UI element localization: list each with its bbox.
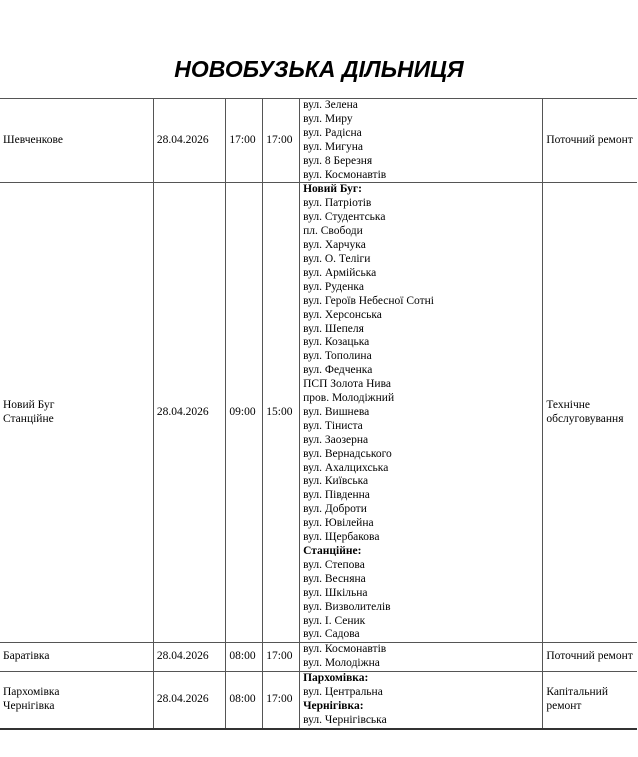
street-item: вул. О. Теліги	[303, 252, 371, 265]
time-to-cell: 17:00	[263, 672, 300, 729]
street-item: вул. Херсонська	[303, 308, 382, 321]
work-type-cell: Капітальний ремонт	[543, 672, 637, 729]
settlement-heading: Пархомівка:	[303, 672, 369, 685]
page-title: НОВОБУЗЬКА ДІЛЬНИЦЯ	[174, 56, 464, 82]
date-cell: 28.04.2026	[153, 643, 226, 672]
street-item: вул. Шепеля	[303, 322, 364, 335]
village-name: Чернігівка	[3, 699, 55, 712]
street-item: вул. Визволителів	[303, 600, 391, 613]
village-name: Шевченкове	[3, 133, 63, 146]
street-item: вул. Козацька	[303, 336, 370, 349]
village-name: Новий Буг	[3, 398, 55, 411]
street-item: ПСП Золота Нива	[303, 378, 391, 391]
settlement-heading: Чернігівка:	[303, 699, 364, 712]
street-item: вул. Миру	[303, 112, 353, 125]
street-item: вул. Космонавтів	[303, 643, 387, 656]
street-item: вул. Радісна	[303, 126, 362, 139]
street-item: вул. Тополина	[303, 350, 372, 363]
street-item: вул. Героїв Небесної Сотні	[303, 294, 434, 307]
streets-cell	[300, 672, 543, 729]
street-item: вул. Садова	[303, 628, 360, 641]
street-item: вул. Весняна	[303, 572, 366, 585]
streets-cell	[300, 643, 543, 672]
street-item: вул. Чернігівська	[303, 713, 387, 726]
time-from-cell: 08:00	[226, 643, 263, 672]
street-item: вул. Федченка	[303, 364, 373, 377]
work-type-cell: Поточний ремонт	[543, 643, 637, 672]
settlement-heading: Новий Буг:	[303, 183, 362, 196]
date-cell: 28.04.2026	[153, 183, 226, 643]
village-name: Пархомівка	[3, 686, 60, 699]
street-item: вул. Степова	[303, 558, 365, 571]
street-item: вул. Харчука	[303, 239, 366, 252]
work-type-cell: Технічне обслуговування	[543, 183, 637, 643]
time-to-cell: 15:00	[263, 183, 300, 643]
table-row	[0, 643, 637, 672]
work-type-cell: Поточний ремонт	[543, 99, 637, 183]
table-row	[0, 99, 637, 183]
village-name: Станційне	[3, 412, 54, 425]
village-cell	[0, 183, 153, 643]
street-item: пл. Свободи	[303, 225, 363, 238]
street-item: вул. Доброти	[303, 503, 367, 516]
street-item: вул. Шкільна	[303, 586, 368, 599]
time-to-cell: 17:00	[263, 643, 300, 672]
village-cell	[0, 99, 153, 183]
street-item: вул. Космонавтів	[303, 168, 387, 181]
street-item: вул. Ахалцихська	[303, 461, 389, 474]
village-name: Баратівка	[3, 650, 50, 663]
street-item: вул. Центральна	[303, 686, 383, 699]
street-item: вул. Зелена	[303, 99, 358, 111]
street-item: вул. Мигуна	[303, 140, 363, 153]
streets-cell	[300, 99, 543, 183]
street-item: вул. Студентська	[303, 211, 386, 224]
table-row	[0, 672, 637, 729]
date-cell: 28.04.2026	[153, 672, 226, 729]
street-item: вул. 8 Березня	[303, 154, 373, 167]
street-item: вул. Руденка	[303, 280, 364, 293]
street-item: вул. Вернадського	[303, 447, 392, 460]
street-item: вул. Київська	[303, 475, 369, 488]
time-from-cell: 09:00	[226, 183, 263, 643]
outage-schedule-table	[0, 98, 637, 730]
time-from-cell: 08:00	[226, 672, 263, 729]
table-row	[0, 183, 637, 643]
streets-cell	[300, 183, 543, 643]
street-item: вул. Щербакова	[303, 531, 380, 544]
street-item: пров. Молодіжний	[303, 392, 395, 405]
date-cell: 28.04.2026	[153, 99, 226, 183]
street-item: вул. Молодіжна	[303, 657, 380, 670]
time-to-cell: 17:00	[263, 99, 300, 183]
street-item: вул. Південна	[303, 489, 370, 502]
street-item: вул. Вишнева	[303, 405, 370, 418]
street-item: вул. І. Сеник	[303, 614, 366, 627]
settlement-heading: Станційне:	[303, 545, 362, 557]
street-item: вул. Ювілейна	[303, 517, 374, 530]
village-cell	[0, 672, 153, 729]
village-cell	[0, 643, 153, 672]
street-item: вул. Заозерна	[303, 433, 369, 446]
street-item: вул. Патріотів	[303, 197, 372, 210]
street-item: вул. Тіниста	[303, 419, 363, 432]
time-from-cell: 17:00	[226, 99, 263, 183]
street-item: вул. Армійська	[303, 266, 377, 279]
